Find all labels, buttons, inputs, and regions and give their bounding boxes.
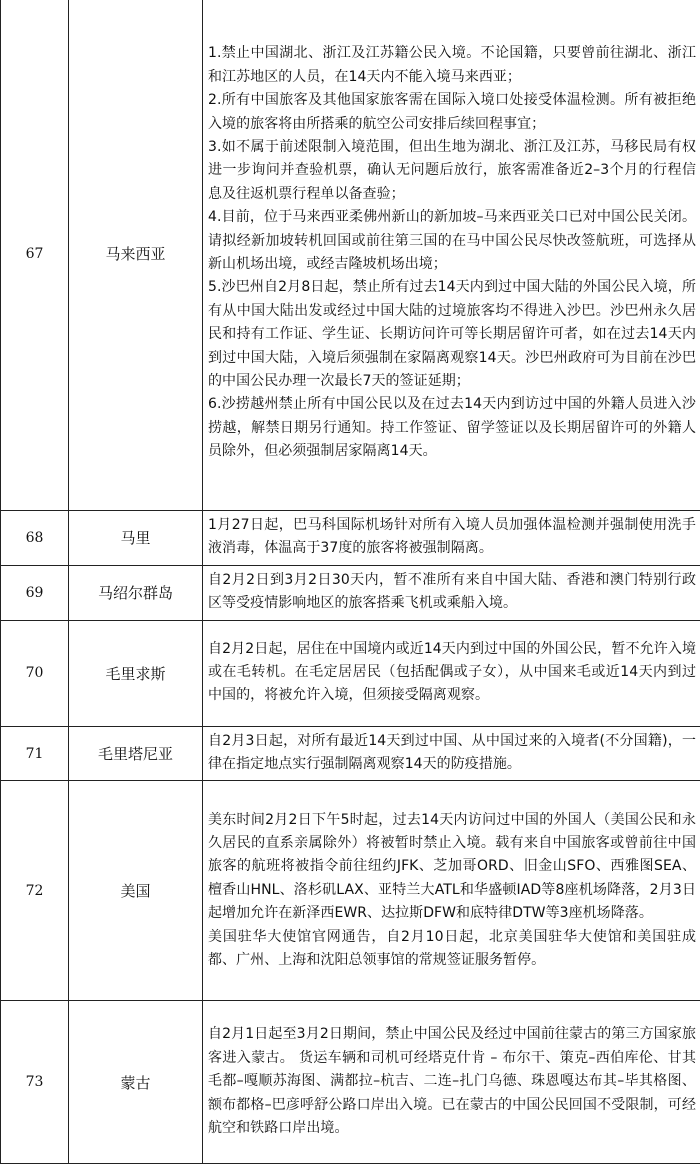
row-number: 70 (1, 620, 69, 726)
restriction-description (203, 0, 700, 511)
country-name: 毛里求斯 (69, 620, 203, 726)
restriction-item: 自2月2日到3月2日30天内，暂不准所有来自中国大陆、香港和澳门特别行政区等受疫情影响地区的旅客搭乘飞机或乘船入境。 (208, 569, 696, 616)
restriction-description (203, 565, 700, 620)
restriction-description (203, 511, 700, 566)
table-row (1, 565, 700, 620)
country-name: 马绍尔群岛 (69, 565, 203, 620)
restriction-item: 自2月1日起至3月2日期间，禁止中国公民及经过中国前往蒙古的第三方国家旅客进入蒙古。 货运车辆和司机可经塔克什肯 – 布尔干、策克–西伯库伦、甘其毛都–嘎顺苏海图、满都拉–杭吉、二连–扎门乌德、珠恩嘎达布其–毕其格图、额布都格–巴彦呼舒公路口岸出入境。已在蒙古的中国公民回国不受限制，可经航空和铁路口岸出境。 (208, 1023, 696, 1140)
restriction-item: 自2月3日起，对所有最近14天到过中国、从中国过来的入境者(不分国籍)，一律在指定地点实行强制隔离观察14天的防疫措施。 (208, 730, 696, 777)
row-number: 69 (1, 565, 69, 620)
row-number: 67 (1, 0, 69, 511)
restriction-item: 美国驻华大使馆官网通告，自2月10日起，北京美国驻华大使馆和美国驻成都、广州、上海和沈阳总领事馆的常规签证服务暂停。 (208, 926, 696, 973)
restriction-item: 3.如不属于前述限制入境范围，但出生地为湖北、浙江及江苏，马移民局有权进一步询问并查验机票，确认无问题后放行，旅客需准备近2–3个月的行程信息及往返机票行程单以备查验； (208, 136, 696, 206)
table-row (1, 620, 700, 726)
country-name: 蒙古 (69, 1001, 203, 1164)
restriction-description (203, 1001, 700, 1164)
table-row (1, 511, 700, 566)
restriction-description (203, 781, 700, 1001)
restriction-item: 美东时间2月2日下午5时起，过去14天内访问过中国的外国人（美国公民和永久居民的直系亲属除外）将被暂时禁止入境。载有来自中国旅客或曾前往中国旅客的航班将被指令前往纽约JFK、芝加哥ORD、旧金山SFO、西雅图SEA、檀香山HNL、洛杉矶LAX、亚特兰大ATL和华盛顿IAD等8座机场降落，2月3日起增加允许在新泽西EWR、达拉斯DFW和底特律DTW等3座机场降落。 (208, 809, 696, 926)
country-name: 美国 (69, 781, 203, 1001)
row-number: 73 (1, 1001, 69, 1164)
restriction-item: 4.目前，位于马来西亚柔佛州新山的新加坡–马来西亚关口已对中国公民关闭。请拟经新加坡转机回国或前往第三国的在马中国公民尽快改签航班，可选择从新山机场出境，或经吉隆坡机场出境； (208, 206, 696, 276)
row-number: 71 (1, 726, 69, 781)
table-row (1, 0, 700, 511)
table-row (1, 1001, 700, 1164)
restriction-item: 1月27日起，巴马科国际机场针对所有入境人员加强体温检测并强制使用洗手液消毒，体温高于37度的旅客将被强制隔离。 (208, 514, 696, 561)
table-row (1, 781, 700, 1001)
table-row (1, 726, 700, 781)
restriction-item: 2.所有中国旅客及其他国家旅客需在国际入境口处接受体温检测。所有被拒绝入境的旅客将由所搭乘的航空公司安排后续回程事宜； (208, 89, 696, 136)
country-name: 毛里塔尼亚 (69, 726, 203, 781)
country-name: 马里 (69, 511, 203, 566)
row-number: 72 (1, 781, 69, 1001)
restriction-item: 6.沙捞越州禁止所有中国公民以及在过去14天内到访过中国的外籍人员进入沙捞越，解禁日期另行通知。持工作签证、留学签证以及长期居留许可的外籍人员除外，但必须强制居家隔离14天。 (208, 393, 696, 463)
country-name: 马来西亚 (69, 0, 203, 511)
restriction-item: 1.禁止中国湖北、浙江及江苏籍公民入境。不论国籍，只要曾前往湖北、浙江和江苏地区的人员，在14天内不能入境马来西亚； (208, 42, 696, 89)
restriction-description (203, 726, 700, 781)
restriction-item: 5.沙巴州自2月8日起，禁止所有过去14天内到过中国大陆的外国公民入境，所有从中国大陆出发或经过中国大陆的过境旅客均不得进入沙巴。沙巴州永久居民和持有工作证、学生证、长期访问许可等长期居留许可者，如在过去14天内到过中国大陆，入境后须强制在家隔离观察14天。沙巴州政府可为目前在沙巴的中国公民办理一次最长7天的签证延期； (208, 276, 696, 393)
restriction-description (203, 620, 700, 726)
restriction-item: 自2月2日起，居住在中国境内或近14天内到过中国的外国公民，暂不允许入境或在毛转机。在毛定居居民（包括配偶或子女），从中国来毛或近14天内到过中国的，将被允许入境，但须接受隔离观察。 (208, 638, 696, 708)
row-number: 68 (1, 511, 69, 566)
